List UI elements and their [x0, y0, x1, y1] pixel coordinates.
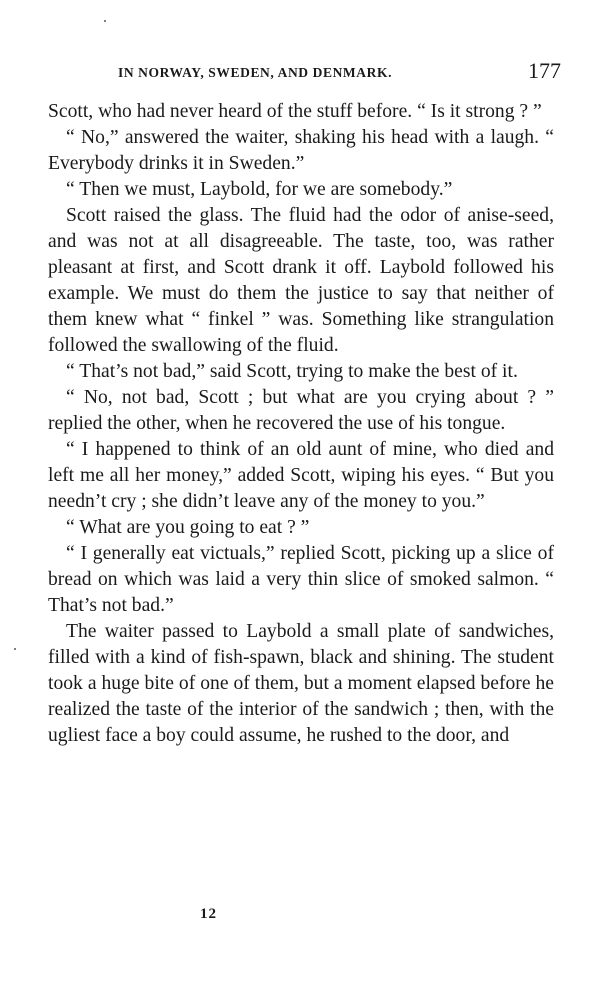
paragraph: Scott, who had never heard of the stuff before. “ Is it strong ? ”	[48, 101, 542, 122]
paragraph: “ I generally eat victuals,” replied Scott, picking up a slice of bread on which was laid a very thin slice of smoked salmon. “ That’s not bad.”	[48, 543, 554, 616]
paragraph: “ I happened to think of an old aunt of mine, who died and left me all her money,” added Scott, wiping his eyes. “ But you needn’t cry ; she didn’t leave any of the money to you.”	[48, 439, 554, 512]
paragraph: “ No,” answered the waiter, shaking his head with a laugh. “ Everybody drinks it in Sweden.”	[48, 127, 554, 174]
printing-speck	[104, 20, 106, 22]
printing-speck	[14, 648, 16, 650]
paragraph: “ No, not bad, Scott ; but what are you crying about ? ” replied the other, when he recovered the use of his tongue.	[48, 387, 554, 434]
running-title: IN NORWAY, SWEDEN, AND DENMARK.	[118, 65, 393, 80]
paragraph: The waiter passed to Laybold a small plate of sandwiches, filled with a kind of fish-spawn, black and shining. The student took a huge bite of one of them, but a moment elapsed before he realized the taste of the interior of the sandwich ; then, with the ugliest face a boy could assume, he rushed to the door, and	[48, 621, 554, 746]
paragraph: “ Then we must, Laybold, for we are somebody.”	[66, 179, 453, 200]
page-body	[48, 99, 554, 749]
signature-mark: 12	[200, 906, 217, 922]
paragraph: “ What are you going to eat ? ”	[66, 517, 310, 538]
paragraph: “ That’s not bad,” said Scott, trying to make the best of it.	[66, 361, 518, 382]
paragraph: Scott raised the glass. The fluid had the odor of anise-seed, and was not at all disagreeable. The taste, too, was rather pleasant at first, and Scott drank it off. Laybold followed his example. We must do them the justice to say that neither of them knew what “ finkel ” was. Something like strangulation followed the swallowing of the fluid.	[48, 205, 554, 356]
running-header	[118, 60, 561, 86]
page-number: 177	[528, 58, 561, 83]
